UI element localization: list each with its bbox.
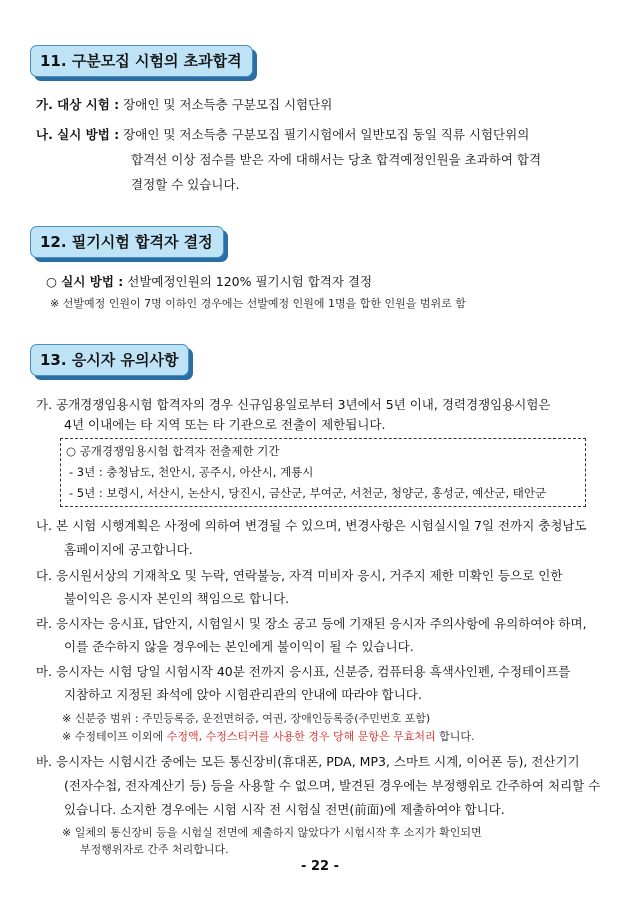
- page-number: - 22 -: [301, 859, 339, 874]
- ma-note2-warning: 수정액, 수정스티커를 사용한 경우 당해 문항은 무효처리: [166, 730, 436, 743]
- sec12-method-text: 선발예정인원의 120% 필기시험 합격자 결정: [127, 274, 373, 289]
- sec13-ga-line2: 4년 이내에는 타 지역 또는 타 기관으로 전출이 제한됩니다.: [64, 417, 386, 432]
- sec11-method-line2: 합격선 이상 점수를 받은 자에 대해서는 당초 합격예정인원을 초과하여 합격: [131, 152, 542, 167]
- sec13-na-line1: 나. 본 시험 시행계획은 사정에 의하여 변경될 수 있으며, 변경사항은 시험실시일 7일 전까지 충청남도: [36, 518, 587, 533]
- box-3-year: - 3년 : 충청남도, 천안시, 공주시, 아산시, 계룡시: [69, 465, 314, 479]
- sec11-target-row: [36, 96, 332, 114]
- sec13-ma-line1: 마. 응시자는 시험 당일 시험시작 40분 전까지 응시표, 신분증, 컴퓨터용 흑색사인펜, 수정테이프를: [36, 664, 571, 679]
- sec13-ba-line1: 바. 응시자는 시험시간 중에는 모든 통신장비(휴대폰, PDA, MP3, 스마트 시계, 이어폰 등), 전산기기: [36, 754, 580, 769]
- sec13-ma-note2: [62, 729, 474, 745]
- sec13-ba-line2: (전자수첩, 전자계산기 등) 등을 사용할 수 없으며, 발견된 경우에는 부정행위로 간주하여 처리할 수: [64, 778, 601, 793]
- sec12-method-row: [46, 273, 372, 291]
- sec11-method-line3: 결정할 수 있습니다.: [131, 177, 240, 192]
- ma-note2-suffix: 합니다.: [435, 730, 475, 743]
- sec11-target-label: 가. 대상 시험 :: [36, 97, 120, 112]
- sec13-ga-line1: 가. 공개경쟁임용시험 합격자의 경우 신규임용일로부터 3년에서 5년 이내, 경력경쟁임용시험은: [36, 397, 551, 412]
- sec13-na-line2: 홈페이지에 공고합니다.: [64, 542, 193, 557]
- sec13-ma-note1: ※ 신분증 범위 : 주민등록증, 운전면허증, 여권, 장애인등록증(주민번호 포함): [62, 712, 431, 725]
- section-13-title: 13. 응시자 유의사항: [30, 344, 189, 376]
- box-5-year: - 5년 : 보령시, 서산시, 논산시, 당진시, 금산군, 부여군, 서천군, 청양군, 홍성군, 예산군, 태안군: [69, 486, 547, 500]
- sec11-method-label: 나. 실시 방법 :: [36, 127, 120, 142]
- sec13-ba-note2: 부정행위자로 간주 처리합니다.: [80, 843, 229, 856]
- sec13-ra-line2: 이를 준수하지 않을 경우에는 본인에게 불이익이 될 수 있습니다.: [64, 639, 414, 654]
- box-title: ○ 공개경쟁임용시험 합격자 전출제한 기간: [66, 444, 280, 458]
- sec13-da-line1: 다. 응시원서상의 기재착오 및 누락, 연락불능, 자격 미비자 응시, 거주지 제한 미확인 등으로 인한: [36, 568, 563, 583]
- sec12-method-label: ○ 실시 방법 :: [46, 274, 124, 289]
- section-11-title: 11. 구분모집 시험의 초과합격: [30, 45, 253, 77]
- ma-note2-prefix: ※ 수정테이프 이외에: [62, 730, 167, 743]
- sec11-method-line1: 장애인 및 저소득층 구분모집 필기시험에서 일반모집 동일 직류 시험단위의: [123, 127, 530, 142]
- sec12-note: ※ 선발예정 인원이 7명 이하인 경우에는 선발예정 인원에 1명을 합한 인원을 범위로 함: [50, 297, 466, 310]
- sec13-ra-line1: 라. 응시자는 응시표, 답안지, 시험일시 및 장소 공고 등에 기재된 응시자 주의사항에 유의하여야 하며,: [36, 616, 587, 631]
- sec13-ba-line3: 있습니다. 소지한 경우에는 시험 시작 전 시험실 전면(前面)에 제출하여야 합니다.: [64, 802, 505, 817]
- section-12-title: 12. 필기시험 합격자 결정: [30, 226, 224, 258]
- sec11-target-text: 장애인 및 저소득층 구분모집 시험단위: [123, 97, 333, 112]
- sec13-da-line2: 불이익은 응시자 본인의 책임으로 합니다.: [64, 591, 290, 606]
- sec11-method-row: [36, 126, 529, 144]
- sec13-ba-note1: ※ 일체의 통신장비 등을 시험실 전면에 제출하지 않았다가 시험시작 후 소지가 확인되면: [62, 826, 482, 839]
- transfer-restriction-box: [60, 438, 586, 507]
- sec13-ma-line2: 지참하고 지정된 좌석에 앉아 시험관리관의 안내에 따라야 합니다.: [64, 687, 422, 702]
